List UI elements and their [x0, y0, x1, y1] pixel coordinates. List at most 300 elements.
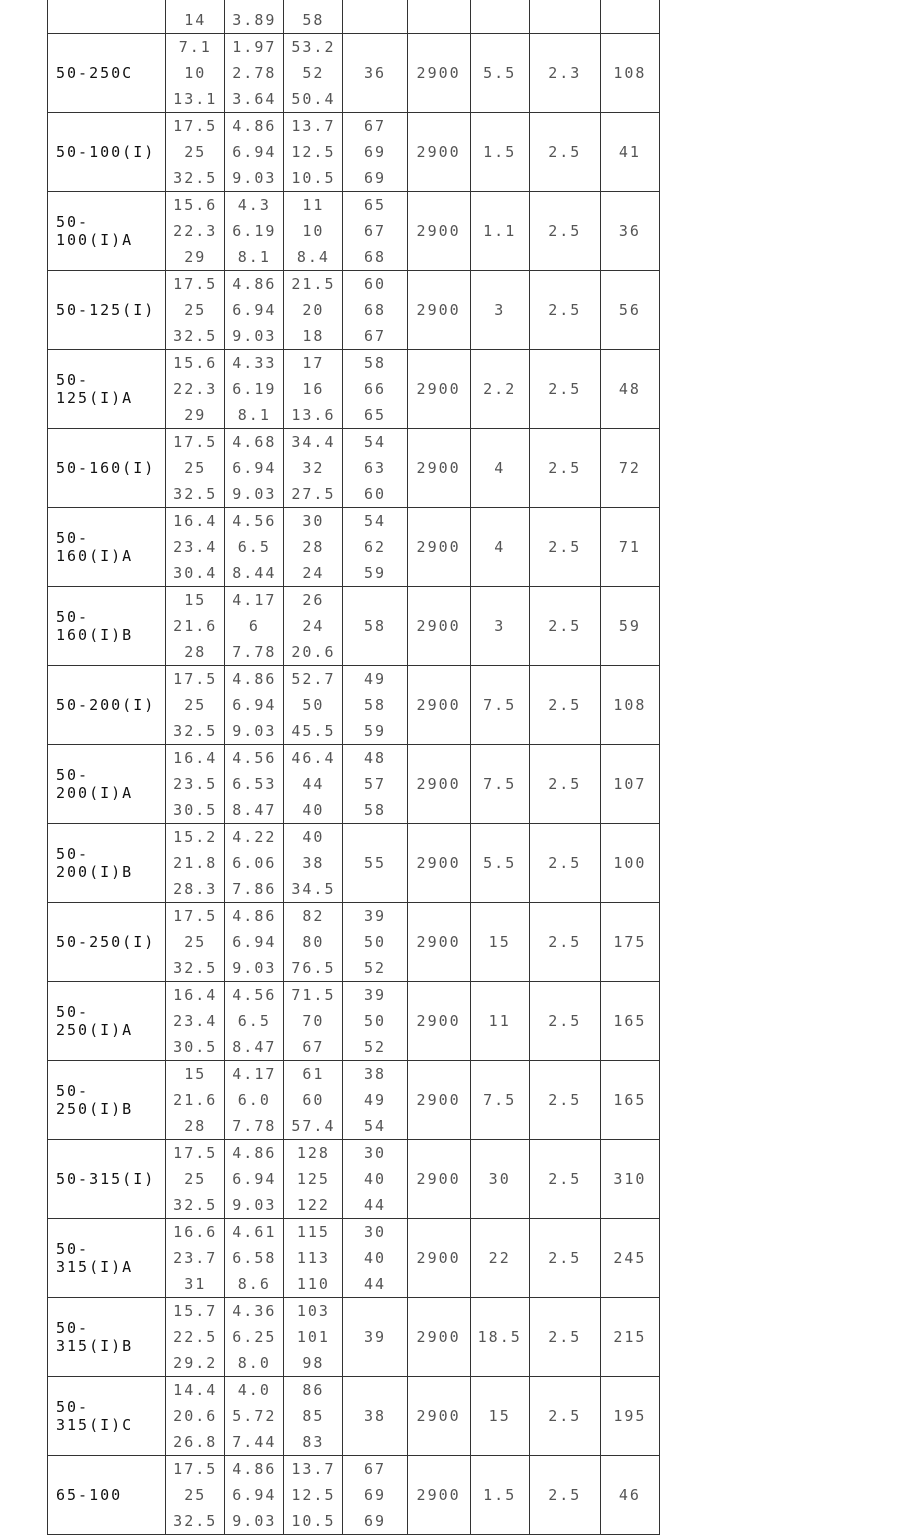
- flow-m3h-cell-value: 15.6: [173, 196, 218, 214]
- model-cell: 50-315(I): [48, 1140, 166, 1219]
- flow-ls-cell: [225, 113, 284, 192]
- model-cell: 50-250(I)B: [48, 1061, 166, 1140]
- flow-m3h-cell: [166, 1377, 225, 1456]
- flow-m3h-cell-value: 22.3: [173, 380, 218, 398]
- head-cell-value: 34.4: [291, 433, 336, 451]
- head-cell-value: [284, 0, 342, 7]
- flow-ls-cell: [225, 824, 284, 903]
- head-cell: [284, 745, 343, 824]
- head-cell-value: 30: [302, 512, 325, 530]
- flow-ls-cell-value: 6.25: [232, 1328, 277, 1346]
- speed-cell: 2900: [407, 666, 470, 745]
- npsh-cell: 2.5: [529, 1140, 600, 1219]
- head-cell-value: 20.6: [291, 643, 336, 661]
- efficiency-cell: [343, 824, 407, 903]
- efficiency-cell-value: 67: [363, 327, 387, 345]
- flow-ls-cell-value: [225, 0, 283, 7]
- flow-m3h-cell-value: 25: [184, 1486, 207, 1504]
- npsh-cell: 2.5: [529, 113, 600, 192]
- flow-ls-cell-value: 6.5: [237, 538, 271, 556]
- table-row: [48, 666, 660, 745]
- efficiency-cell-value: 58: [363, 696, 387, 714]
- head-cell-value: 76.5: [291, 959, 336, 977]
- npsh-cell: 2.5: [529, 666, 600, 745]
- flow-ls-cell-value: 6.53: [232, 775, 277, 793]
- flow-m3h-cell-value: 7.1: [178, 38, 212, 56]
- npsh-cell: [529, 0, 600, 34]
- efficiency-cell: [343, 903, 407, 982]
- table-row: [48, 903, 660, 982]
- model-cell: 50-315(I)C: [48, 1377, 166, 1456]
- flow-ls-cell-value: 7.44: [232, 1433, 277, 1451]
- head-cell-value: 10.5: [291, 169, 336, 187]
- flow-m3h-cell-value: 17.5: [173, 117, 218, 135]
- flow-m3h-cell: [166, 429, 225, 508]
- head-cell-value: 45.5: [291, 722, 336, 740]
- flow-m3h-cell: [166, 745, 225, 824]
- weight-cell: 100: [600, 824, 659, 903]
- flow-ls-cell: [225, 903, 284, 982]
- efficiency-cell-value: 52: [363, 959, 387, 977]
- flow-m3h-cell-value: 32.5: [173, 1196, 218, 1214]
- flow-m3h-cell-value: 32.5: [173, 169, 218, 187]
- efficiency-cell-value: 38: [363, 1407, 387, 1425]
- flow-m3h-cell-value: 25: [184, 143, 207, 161]
- head-cell-value: 125: [296, 1170, 330, 1188]
- head-cell-value: 40: [302, 801, 325, 819]
- flow-ls-cell-value: 4.17: [232, 1065, 277, 1083]
- flow-m3h-cell-value: 25: [184, 459, 207, 477]
- flow-m3h-cell-value: 30.4: [173, 564, 218, 582]
- npsh-cell: 2.5: [529, 982, 600, 1061]
- flow-ls-cell-value: 9.03: [232, 1196, 277, 1214]
- flow-ls-cell-value: 9.03: [232, 169, 277, 187]
- efficiency-cell: [343, 34, 407, 113]
- head-cell: [284, 587, 343, 666]
- efficiency-cell: [343, 192, 407, 271]
- efficiency-cell: [343, 429, 407, 508]
- speed-cell: 2900: [407, 1219, 470, 1298]
- flow-ls-cell-value: 6.94: [232, 301, 277, 319]
- flow-m3h-cell: [166, 1219, 225, 1298]
- flow-ls-cell-value: 4.22: [232, 828, 277, 846]
- head-cell-value: 67: [302, 1038, 325, 1056]
- flow-m3h-cell-value: 15: [184, 1065, 207, 1083]
- efficiency-cell-value: 57: [363, 775, 387, 793]
- efficiency-cell-value: 58: [363, 617, 387, 635]
- speed-cell: 2900: [407, 1456, 470, 1535]
- speed-cell: 2900: [407, 1140, 470, 1219]
- flow-m3h-cell: [166, 587, 225, 666]
- flow-ls-cell-value: 3.89: [232, 11, 277, 29]
- flow-ls-cell-value: 9.03: [232, 327, 277, 345]
- flow-ls-cell-value: 7.78: [232, 643, 277, 661]
- flow-ls-cell-value: 6.94: [232, 696, 277, 714]
- flow-m3h-cell: [166, 1456, 225, 1535]
- table-row: [48, 192, 660, 271]
- flow-ls-cell-value: 9.03: [232, 1512, 277, 1530]
- model-cell: 50-125(I)A: [48, 350, 166, 429]
- flow-m3h-cell-value: 14: [184, 11, 207, 29]
- efficiency-cell: [343, 508, 407, 587]
- head-cell: [284, 1219, 343, 1298]
- power-cell: 7.5: [470, 666, 529, 745]
- head-cell-value: 83: [302, 1433, 325, 1451]
- flow-ls-cell-value: 8.47: [232, 801, 277, 819]
- speed-cell: 2900: [407, 271, 470, 350]
- table-row: [48, 34, 660, 113]
- efficiency-cell-value: 67: [363, 222, 387, 240]
- model-cell: 50-315(I)A: [48, 1219, 166, 1298]
- weight-cell: 46: [600, 1456, 659, 1535]
- head-cell-value: 52.7: [291, 670, 336, 688]
- flow-ls-cell: [225, 1456, 284, 1535]
- flow-m3h-cell: [166, 1298, 225, 1377]
- head-cell-value: 16: [302, 380, 325, 398]
- flow-ls-cell-value: 6.94: [232, 143, 277, 161]
- table-row: [48, 271, 660, 350]
- model-cell: 50-100(I): [48, 113, 166, 192]
- speed-cell: [407, 0, 470, 34]
- flow-ls-cell-value: 4.56: [232, 986, 277, 1004]
- head-cell-value: 71.5: [291, 986, 336, 1004]
- npsh-cell: 2.5: [529, 508, 600, 587]
- flow-m3h-cell-value: 15.6: [173, 354, 218, 372]
- speed-cell: 2900: [407, 1061, 470, 1140]
- weight-cell: 310: [600, 1140, 659, 1219]
- npsh-cell: 2.5: [529, 1456, 600, 1535]
- power-cell: 1.5: [470, 113, 529, 192]
- power-cell: 15: [470, 1377, 529, 1456]
- flow-m3h-cell-value: 17.5: [173, 433, 218, 451]
- flow-m3h-cell-value: 25: [184, 301, 207, 319]
- npsh-cell: 2.5: [529, 824, 600, 903]
- efficiency-cell: [343, 1298, 407, 1377]
- efficiency-cell-value: 50: [363, 1012, 387, 1030]
- speed-cell: 2900: [407, 1377, 470, 1456]
- flow-m3h-cell-value: 17.5: [173, 275, 218, 293]
- efficiency-cell-value: 60: [363, 485, 387, 503]
- flow-m3h-cell: [166, 192, 225, 271]
- npsh-cell: 2.5: [529, 1061, 600, 1140]
- flow-m3h-cell-value: 20.6: [173, 1407, 218, 1425]
- weight-cell: 215: [600, 1298, 659, 1377]
- speed-cell: 2900: [407, 192, 470, 271]
- flow-ls-cell: [225, 587, 284, 666]
- efficiency-cell: [343, 0, 407, 34]
- efficiency-cell-value: 62: [363, 538, 387, 556]
- flow-ls-cell-value: 4.86: [232, 117, 277, 135]
- efficiency-cell: [343, 982, 407, 1061]
- weight-cell: 108: [600, 666, 659, 745]
- head-cell-value: 58: [302, 11, 325, 29]
- efficiency-cell-value: 39: [363, 1328, 387, 1346]
- flow-ls-cell: [225, 429, 284, 508]
- flow-m3h-cell: [166, 982, 225, 1061]
- efficiency-cell-value: 69: [363, 143, 387, 161]
- efficiency-cell-value: 40: [363, 1170, 387, 1188]
- flow-m3h-cell: [166, 350, 225, 429]
- table-row: [48, 508, 660, 587]
- flow-ls-cell-value: 4.56: [232, 749, 277, 767]
- efficiency-cell-value: 69: [363, 169, 387, 187]
- head-cell-value: 17: [302, 354, 325, 372]
- head-cell-value: 46.4: [291, 749, 336, 767]
- head-cell-value: 10: [302, 222, 325, 240]
- power-cell: 1.5: [470, 1456, 529, 1535]
- flow-ls-cell-value: 8.1: [237, 248, 271, 266]
- npsh-cell: 2.5: [529, 1377, 600, 1456]
- head-cell-value: 103: [296, 1302, 330, 1320]
- flow-m3h-cell-value: 23.4: [173, 538, 218, 556]
- efficiency-cell-value: 54: [363, 512, 387, 530]
- flow-ls-cell: [225, 192, 284, 271]
- model-cell: 50-125(I): [48, 271, 166, 350]
- speed-cell: 2900: [407, 429, 470, 508]
- head-cell: [284, 1456, 343, 1535]
- speed-cell: 2900: [407, 508, 470, 587]
- weight-cell: 56: [600, 271, 659, 350]
- efficiency-cell-value: 68: [363, 248, 387, 266]
- flow-ls-cell-value: 7.78: [232, 1117, 277, 1135]
- head-cell-value: 128: [296, 1144, 330, 1162]
- flow-ls-cell-value: 9.03: [232, 485, 277, 503]
- head-cell-value: 40: [302, 828, 325, 846]
- flow-ls-cell: [225, 1219, 284, 1298]
- efficiency-cell-value: 38: [363, 1065, 387, 1083]
- head-cell-value: 80: [302, 933, 325, 951]
- pump-performance-table: [47, 0, 660, 1535]
- efficiency-cell-value: 66: [363, 380, 387, 398]
- head-cell-value: 38: [302, 854, 325, 872]
- model-cell: 50-315(I)B: [48, 1298, 166, 1377]
- flow-ls-cell: [225, 34, 284, 113]
- head-cell-value: 27.5: [291, 485, 336, 503]
- flow-ls-cell-value: 2.78: [232, 64, 277, 82]
- efficiency-cell: [343, 1140, 407, 1219]
- head-cell-value: 8.4: [296, 248, 330, 266]
- head-cell: [284, 903, 343, 982]
- flow-ls-cell: [225, 666, 284, 745]
- head-cell: [284, 0, 343, 34]
- speed-cell: 2900: [407, 587, 470, 666]
- weight-cell: 48: [600, 350, 659, 429]
- efficiency-cell: [343, 1219, 407, 1298]
- flow-ls-cell-value: 4.86: [232, 670, 277, 688]
- flow-ls-cell-value: 4.68: [232, 433, 277, 451]
- efficiency-cell-value: 60: [363, 275, 387, 293]
- flow-ls-cell-value: 8.47: [232, 1038, 277, 1056]
- power-cell: 7.5: [470, 745, 529, 824]
- model-cell: 50-160(I)A: [48, 508, 166, 587]
- flow-ls-cell-value: 8.44: [232, 564, 277, 582]
- flow-m3h-cell: [166, 271, 225, 350]
- flow-m3h-cell-value: 28: [184, 1117, 207, 1135]
- table-row: [48, 0, 660, 34]
- power-cell: 5.5: [470, 34, 529, 113]
- flow-ls-cell-value: 6.94: [232, 1486, 277, 1504]
- efficiency-cell-value: 58: [363, 801, 387, 819]
- npsh-cell: 2.5: [529, 1219, 600, 1298]
- flow-ls-cell: [225, 0, 284, 34]
- head-cell: [284, 192, 343, 271]
- flow-m3h-cell-value: 15: [184, 591, 207, 609]
- head-cell: [284, 1061, 343, 1140]
- npsh-cell: 2.5: [529, 903, 600, 982]
- flow-ls-cell-value: 4.86: [232, 907, 277, 925]
- table-row: [48, 982, 660, 1061]
- flow-m3h-cell-value: 15.7: [173, 1302, 218, 1320]
- speed-cell: 2900: [407, 745, 470, 824]
- flow-ls-cell-value: 4.33: [232, 354, 277, 372]
- flow-ls-cell-value: 6.94: [232, 1170, 277, 1188]
- power-cell: 7.5: [470, 1061, 529, 1140]
- head-cell-value: 11: [302, 196, 325, 214]
- flow-ls-cell-value: 6.94: [232, 459, 277, 477]
- head-cell: [284, 666, 343, 745]
- head-cell-value: 53.2: [291, 38, 336, 56]
- efficiency-cell-value: 58: [363, 354, 387, 372]
- power-cell: 1.1: [470, 192, 529, 271]
- flow-m3h-cell-value: 16.4: [173, 512, 218, 530]
- head-cell-value: 20: [302, 301, 325, 319]
- weight-cell: 165: [600, 1061, 659, 1140]
- efficiency-cell: [343, 587, 407, 666]
- npsh-cell: 2.5: [529, 429, 600, 508]
- power-cell: 22: [470, 1219, 529, 1298]
- npsh-cell: 2.3: [529, 34, 600, 113]
- weight-cell: 59: [600, 587, 659, 666]
- efficiency-cell-value: 44: [363, 1275, 387, 1293]
- speed-cell: 2900: [407, 982, 470, 1061]
- flow-m3h-cell-value: 32.5: [173, 959, 218, 977]
- npsh-cell: 2.5: [529, 587, 600, 666]
- flow-m3h-cell-value: 16.6: [173, 1223, 218, 1241]
- head-cell-value: 82: [302, 907, 325, 925]
- flow-m3h-cell-value: 25: [184, 933, 207, 951]
- efficiency-cell-value: 67: [363, 1460, 387, 1478]
- head-cell: [284, 429, 343, 508]
- head-cell-value: 115: [296, 1223, 330, 1241]
- model-cell: 65-100: [48, 1456, 166, 1535]
- flow-ls-cell: [225, 508, 284, 587]
- flow-ls-cell: [225, 745, 284, 824]
- power-cell: 30: [470, 1140, 529, 1219]
- efficiency-cell-value: 50: [363, 933, 387, 951]
- flow-ls-cell-value: 6.58: [232, 1249, 277, 1267]
- flow-m3h-cell: [166, 113, 225, 192]
- flow-ls-cell-value: 6: [248, 617, 260, 635]
- flow-ls-cell-value: 6.19: [232, 380, 277, 398]
- table-row: [48, 587, 660, 666]
- flow-m3h-cell-value: 17.5: [173, 907, 218, 925]
- table-row: [48, 1140, 660, 1219]
- head-cell-value: 113: [296, 1249, 330, 1267]
- model-cell: 50-160(I): [48, 429, 166, 508]
- weight-cell: 41: [600, 113, 659, 192]
- table-row: [48, 824, 660, 903]
- flow-m3h-cell-value: 17.5: [173, 670, 218, 688]
- efficiency-cell-value: 30: [363, 1144, 387, 1162]
- flow-ls-cell-value: 3.64: [232, 90, 277, 108]
- efficiency-cell-value: 65: [363, 196, 387, 214]
- flow-ls-cell: [225, 271, 284, 350]
- head-cell: [284, 1377, 343, 1456]
- speed-cell: 2900: [407, 34, 470, 113]
- efficiency-cell-value: 55: [363, 854, 387, 872]
- flow-m3h-cell-value: 23.5: [173, 775, 218, 793]
- flow-m3h-cell: [166, 666, 225, 745]
- table-row: [48, 745, 660, 824]
- efficiency-cell-value: 30: [363, 1223, 387, 1241]
- flow-ls-cell-value: 6.06: [232, 854, 277, 872]
- weight-cell: [600, 0, 659, 34]
- flow-ls-cell-value: 6.0: [237, 1091, 271, 1109]
- table-row: [48, 1061, 660, 1140]
- efficiency-cell-value: 52: [363, 1038, 387, 1056]
- head-cell: [284, 1140, 343, 1219]
- flow-ls-cell-value: 8.6: [237, 1275, 271, 1293]
- head-cell-value: 122: [296, 1196, 330, 1214]
- npsh-cell: 2.5: [529, 1298, 600, 1377]
- model-cell: 50-250(I)A: [48, 982, 166, 1061]
- efficiency-cell-value: 63: [363, 459, 387, 477]
- flow-m3h-cell-value: [166, 0, 224, 7]
- head-cell: [284, 1298, 343, 1377]
- flow-m3h-cell: [166, 0, 225, 34]
- model-cell: [48, 0, 166, 34]
- flow-ls-cell-value: 4.17: [232, 591, 277, 609]
- head-cell-value: 13.7: [291, 117, 336, 135]
- flow-m3h-cell-value: 13.1: [173, 90, 218, 108]
- model-cell: 50-200(I)B: [48, 824, 166, 903]
- table-row: [48, 113, 660, 192]
- efficiency-cell-value: 69: [363, 1512, 387, 1530]
- flow-m3h-cell-value: 32.5: [173, 722, 218, 740]
- table-row: [48, 350, 660, 429]
- flow-ls-cell: [225, 1298, 284, 1377]
- weight-cell: 245: [600, 1219, 659, 1298]
- npsh-cell: 2.5: [529, 745, 600, 824]
- weight-cell: 107: [600, 745, 659, 824]
- flow-ls-cell-value: 8.1: [237, 406, 271, 424]
- efficiency-cell: [343, 745, 407, 824]
- table-row: [48, 429, 660, 508]
- model-cell: 50-100(I)A: [48, 192, 166, 271]
- weight-cell: 108: [600, 34, 659, 113]
- flow-ls-cell-value: 6.5: [237, 1012, 271, 1030]
- head-cell: [284, 271, 343, 350]
- flow-ls-cell: [225, 1140, 284, 1219]
- flow-m3h-cell-value: 29: [184, 248, 207, 266]
- head-cell-value: 44: [302, 775, 325, 793]
- flow-ls-cell-value: 9.03: [232, 722, 277, 740]
- speed-cell: 2900: [407, 1298, 470, 1377]
- efficiency-cell: [343, 1456, 407, 1535]
- head-cell-value: 101: [296, 1328, 330, 1346]
- efficiency-cell: [343, 350, 407, 429]
- flow-m3h-cell-value: 25: [184, 1170, 207, 1188]
- power-cell: 5.5: [470, 824, 529, 903]
- efficiency-cell: [343, 666, 407, 745]
- efficiency-cell-value: 69: [363, 1486, 387, 1504]
- flow-m3h-cell-value: 28.3: [173, 880, 218, 898]
- flow-ls-cell-value: 4.3: [237, 196, 271, 214]
- head-cell-value: 52: [302, 64, 325, 82]
- model-cell: 50-200(I)A: [48, 745, 166, 824]
- speed-cell: 2900: [407, 903, 470, 982]
- efficiency-cell-value: 39: [363, 986, 387, 1004]
